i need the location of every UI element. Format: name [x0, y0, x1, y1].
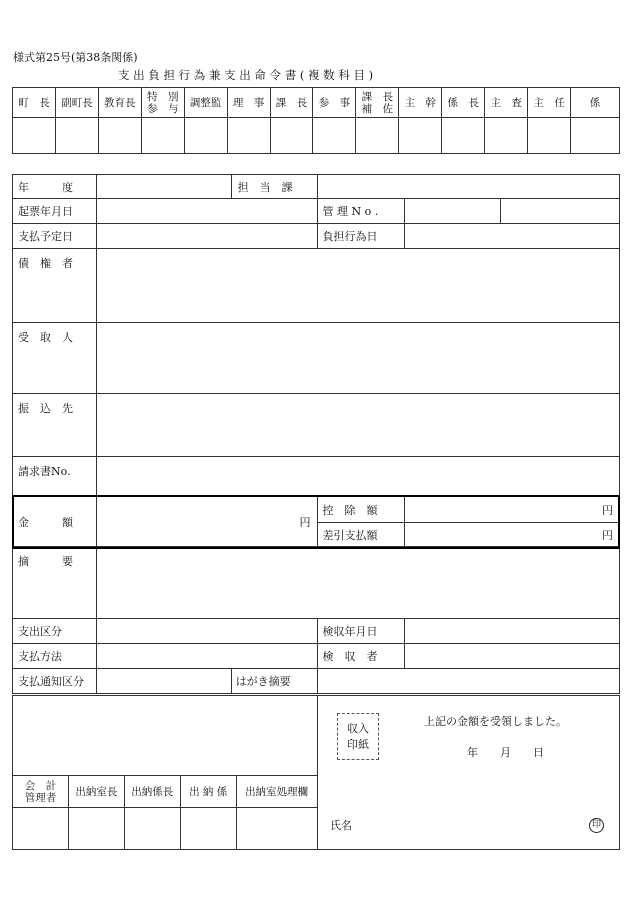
- accountant-label: 会 計 管理者: [13, 776, 69, 808]
- mgmt-no-field-1[interactable]: [405, 199, 501, 224]
- approval-header-row: [13, 88, 620, 118]
- invoice-no-label: 請求書No.: [13, 457, 97, 497]
- dept-field[interactable]: [317, 175, 619, 199]
- burden-date-label: 負担行為日: [317, 224, 405, 249]
- bottom-left-blank: [13, 696, 318, 776]
- approval-table: [12, 87, 620, 154]
- net-pay-label: 差引支払額: [317, 523, 405, 547]
- approval-stamp-0[interactable]: [13, 118, 56, 154]
- approval-col-3: [141, 88, 184, 118]
- invoice-no-field[interactable]: [96, 457, 619, 497]
- approval-stamp-13[interactable]: [571, 118, 620, 154]
- issue-date-label: 起票年月日: [13, 199, 97, 224]
- cashier-chief-label: 出納室長: [68, 776, 124, 808]
- approval-stamp-7[interactable]: [313, 118, 356, 154]
- name-label: 氏名: [330, 819, 352, 832]
- net-pay-yen: 円: [602, 528, 613, 542]
- inspect-date-field[interactable]: [405, 619, 620, 644]
- fiscal-year-label: 年 度: [13, 175, 97, 199]
- notice-class-field[interactable]: [96, 669, 231, 694]
- approval-col-label: 特 別: [146, 90, 179, 103]
- summary-label: 摘 要: [13, 547, 97, 619]
- deduction-yen: 円: [602, 503, 613, 517]
- pay-date-label: 支払予定日: [13, 224, 97, 249]
- receipt-text: 上記の金額を受領しました。: [424, 715, 567, 728]
- approval-col-6: [270, 88, 313, 118]
- mgmt-no-field-2[interactable]: [501, 199, 620, 224]
- cashier-subchief-stamp[interactable]: [124, 808, 180, 850]
- approval-stamp-10[interactable]: [442, 118, 485, 154]
- summary-field[interactable]: [96, 547, 619, 619]
- recipient-field[interactable]: [96, 323, 619, 394]
- approval-col-label: 課 長: [275, 96, 308, 109]
- pay-method-label: 支払方法: [13, 644, 97, 669]
- approval-stamp-6[interactable]: [270, 118, 313, 154]
- approval-col-label: 副町長: [61, 96, 93, 109]
- creditor-label: 債 権 者: [13, 249, 97, 323]
- approval-stamp-5[interactable]: [227, 118, 270, 154]
- pay-class-field[interactable]: [96, 619, 317, 644]
- amount-label: 金 額: [13, 497, 97, 547]
- approval-col-label: 係: [589, 96, 601, 109]
- cashier-subchief-label: 出納係長: [124, 776, 180, 808]
- pay-method-field[interactable]: [96, 644, 317, 669]
- notice-class-label: 支払通知区分: [13, 669, 97, 694]
- amount-yen: 円: [299, 515, 311, 529]
- approval-col-label: 理 事: [232, 96, 265, 109]
- approval-col-13: [571, 88, 620, 118]
- main-form-table: [12, 174, 620, 694]
- inspector-label: 検 収 者: [317, 644, 405, 669]
- approval-col-10: [442, 88, 485, 118]
- approval-col-7: [313, 88, 356, 118]
- approval-col-label: 教育長: [104, 96, 136, 109]
- approval-col-label: 補 佐: [361, 102, 394, 115]
- cashier-office-stamp[interactable]: [236, 808, 317, 850]
- approval-col-12: [528, 88, 571, 118]
- pay-date-field[interactable]: [96, 224, 317, 249]
- amount-block-border: [12, 495, 620, 549]
- approval-col-label: 係 長: [447, 96, 479, 109]
- approval-col-label: 調整監: [189, 96, 222, 109]
- form-number: 様式第25号(第38条関係): [13, 51, 138, 64]
- postcard-label: はがき摘要: [231, 669, 317, 694]
- approval-stamp-9[interactable]: [399, 118, 442, 154]
- cashier-label: 出 納 係: [180, 776, 236, 808]
- approval-col-9: [399, 88, 442, 118]
- cashier-chief-stamp[interactable]: [68, 808, 124, 850]
- deduction-label: 控 除 額: [317, 497, 405, 523]
- form-title: 支 出 負 担 行 為 兼 支 出 命 令 書 ( 複 数 科 目 ): [118, 68, 374, 82]
- approval-stamp-2[interactable]: [98, 118, 141, 154]
- mgmt-no-label: 管 理 N o .: [317, 199, 405, 224]
- approval-col-8: [356, 88, 399, 118]
- approval-col-label: 課 長: [361, 90, 394, 103]
- burden-date-field[interactable]: [405, 224, 620, 249]
- transfer-label: 振 込 先: [13, 394, 97, 457]
- approval-col-11: [485, 88, 528, 118]
- pay-class-label: 支出区分: [13, 619, 97, 644]
- approval-col-label: 主 幹: [404, 96, 437, 109]
- approval-col-0: [13, 88, 56, 118]
- approval-stamp-12[interactable]: [528, 118, 571, 154]
- inspect-date-label: 検収年月日: [317, 619, 405, 644]
- approval-col-2: [98, 88, 141, 118]
- approval-col-5: [227, 88, 270, 118]
- approval-stamp-row: [13, 118, 620, 154]
- revenue-stamp-box: 収入 印紙: [337, 713, 379, 760]
- approval-col-1: [55, 88, 98, 118]
- approval-col-label: 主 査: [490, 96, 522, 109]
- approval-stamp-11[interactable]: [485, 118, 528, 154]
- fiscal-year-field[interactable]: [96, 175, 231, 199]
- cashier-office-label: 出納室処理欄: [236, 776, 317, 808]
- cashier-stamp[interactable]: [180, 808, 236, 850]
- receipt-date: 年 月 日: [467, 746, 544, 759]
- approval-col-label: 参 事: [318, 96, 351, 109]
- approval-stamp-4[interactable]: [184, 118, 227, 154]
- issue-date-field[interactable]: [96, 199, 317, 224]
- accountant-stamp[interactable]: [13, 808, 69, 850]
- transfer-field[interactable]: [96, 394, 619, 457]
- dept-label: 担 当 課: [231, 175, 317, 199]
- approval-col-label: 参 与: [146, 102, 179, 115]
- seal-icon: 印: [589, 818, 604, 833]
- approval-col-4: [184, 88, 227, 118]
- approval-col-label: 町 長: [18, 96, 50, 109]
- approval-stamp-8[interactable]: [356, 118, 399, 154]
- postcard-field[interactable]: [317, 669, 619, 694]
- approval-stamp-3[interactable]: [141, 118, 184, 154]
- creditor-field[interactable]: [96, 249, 619, 323]
- inspector-field[interactable]: [405, 644, 620, 669]
- approval-col-label: 主 任: [533, 96, 565, 109]
- approval-stamp-1[interactable]: [55, 118, 98, 154]
- recipient-label: 受 取 人: [13, 323, 97, 394]
